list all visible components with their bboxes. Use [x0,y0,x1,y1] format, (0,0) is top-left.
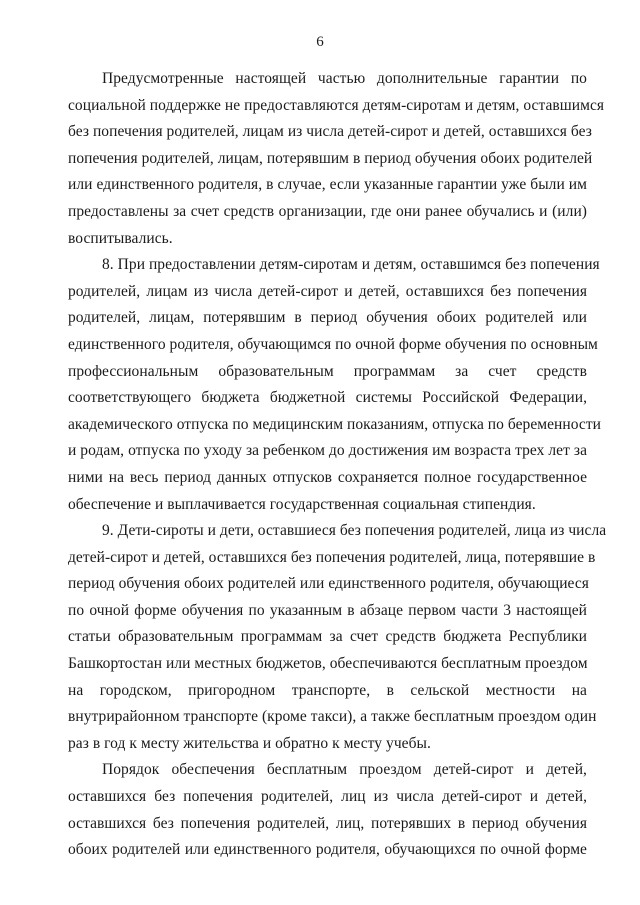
text-line: Порядок обеспечения бесплатным проездом детей-сирот и детей, [102,761,587,779]
text-line: предоставлены за счет средств организации, где они ранее обучались и (или) [68,202,587,220]
text-line: 8. При предоставлении детям-сиротам и детям, оставшимся без попечения [102,256,600,274]
text-line: без попечения родителей, лицам из числа детей-сирот и детей, оставшихся без [68,123,592,141]
text-line: оставшихся без попечения родителей, лиц из числа детей-сирот и детей, [68,788,587,806]
text-line: академического отпуска по медицинским показаниям, отпуска по беременности [68,415,602,433]
text-line: и родам, отпуска по уходу за ребенком до достижения им возраста трех лет за [68,442,587,460]
text-line: 9. Дети-сироты и дети, оставшиеся без попечения родителей, лица из числа [102,522,607,540]
text-line: соответствующего бюджета бюджетной системы Российской Федерации, [68,389,587,407]
text-line: родителей, лицам, потерявшим в период обучения обоих родителей или [68,309,587,327]
text-line: обоих родителей или единственного родителя, обучающихся по очной форме [68,841,587,859]
text-line: попечения родителей, лицам, потерявшим в период обучения обоих родителей [68,149,593,167]
paragraph-guarantees-exclusion [68,66,605,252]
text-line: раз в год к месту жительства и обратно к месту учебы. [68,734,431,752]
text-line: обеспечение и выплачивается государственная социальная стипендия. [68,495,536,513]
paragraph-travel-procedure [68,757,587,863]
text-line: ними на весь период данных отпусков сохраняется полное государственное [68,468,587,486]
paragraph-clause-9 [68,518,607,757]
text-line: Башкортостан или местных бюджетов, обеспечиваются бесплатным проездом [68,655,588,673]
text-line: социальной поддержке не предоставляются детям-сиротам и детям, оставшимся [68,96,605,114]
text-line: на городском, пригородном транспорте, в сельской местности на [68,681,587,699]
text-line: воспитывались. [68,229,173,247]
page-number: 6 [316,34,324,50]
text-line: внутрирайонном транспорте (кроме такси), а также бесплатным проездом один [68,708,597,726]
text-line: по очной форме обучения по указанным в абзаце первом части 3 настоящей [68,601,587,619]
text-line: единственного родителя, обучающимся по очной форме обучения по основным [68,335,598,353]
text-line: статьи образовательным программам за счет средств бюджета Республики [68,628,587,646]
text-line: родителей, лицам из числа детей-сирот и детей, оставшихся без попечения [68,282,587,300]
document-body [68,66,607,864]
text-line: профессиональным образовательным программам за счет средств [68,362,587,380]
text-line: оставшихся без попечения родителей, лиц, потерявших в период обучения [68,814,587,832]
text-line: Предусмотренные настоящей частью дополнительные гарантии по [102,70,587,87]
text-line: или единственного родителя, в случае, если указанные гарантии уже были им [68,176,587,194]
paragraph-clause-8 [68,252,602,518]
text-line: период обучения обоих родителей или единственного родителя, обучающиеся [68,575,589,593]
text-line: детей-сирот и детей, оставшихся без попечения родителей, лица, потерявшие в [68,548,596,566]
